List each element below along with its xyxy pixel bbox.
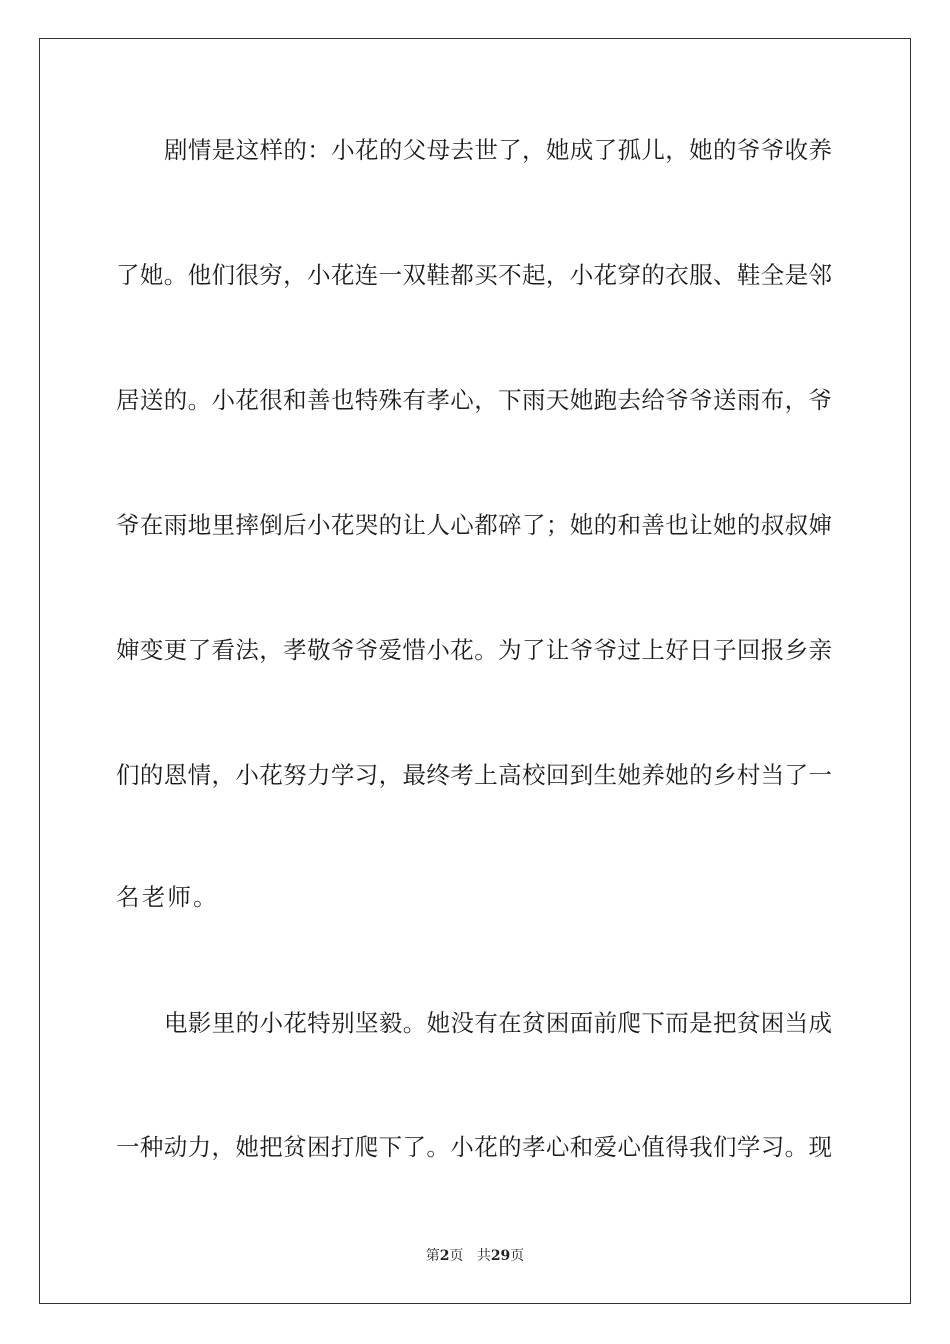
- footer-page-suffix: 页: [449, 1248, 464, 1264]
- paragraph-1-line-1: 剧情是这样的：小花的父母去世了，她成了孤儿，她的爷爷收养: [164, 136, 832, 164]
- footer-total-pages: 29: [490, 1248, 511, 1264]
- footer-total-suffix: 页: [510, 1248, 525, 1264]
- footer-page-number: 2: [439, 1248, 450, 1264]
- paragraph-1-line-4: 爷在雨地里摔倒后小花哭的让人心都碎了；她的和善也让她的叔叔婶: [116, 511, 832, 539]
- paragraph-2-line-2: 一种动力，她把贫困打爬下了。小花的孝心和爱心值得我们学习。现: [116, 1133, 832, 1161]
- footer-total-prefix: 共: [476, 1248, 491, 1264]
- paragraph-1-line-6: 们的恩情，小花努力学习，最终考上高校回到生她养她的乡村当了一: [116, 761, 832, 789]
- page-footer: [0, 1246, 950, 1266]
- page-border: [39, 38, 911, 1304]
- paragraph-1-line-3: 居送的。小花很和善也特殊有孝心，下雨天她跑去给爷爷送雨布，爷: [116, 386, 832, 414]
- footer-page-prefix: 第: [425, 1248, 440, 1264]
- paragraph-1-line-7: 名老师。: [116, 883, 219, 911]
- paragraph-2-line-1: 电影里的小花特别坚毅。她没有在贫困面前爬下而是把贫困当成: [164, 1009, 832, 1037]
- paragraph-1-line-2: 了她。他们很穷，小花连一双鞋都买不起，小花穿的衣服、鞋全是邻: [116, 261, 832, 289]
- paragraph-1-line-5: 婶变更了看法，孝敬爷爷爱惜小花。为了让爷爷过上好日子回报乡亲: [116, 636, 832, 664]
